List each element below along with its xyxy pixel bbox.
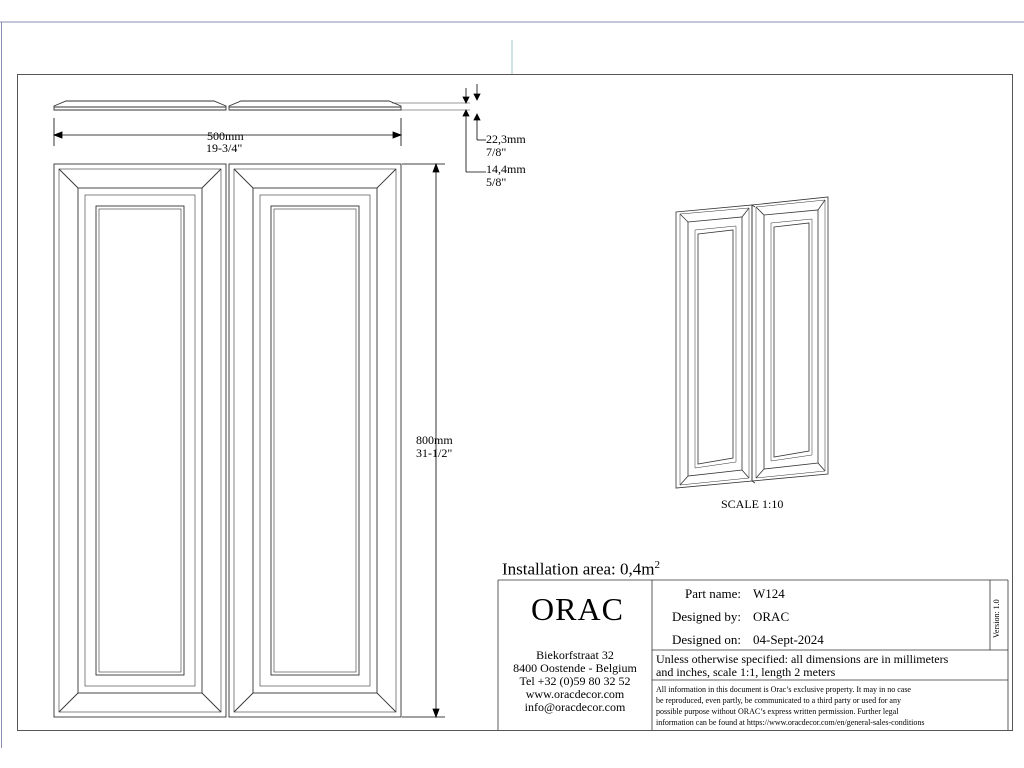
address-city: 8400 Oostende - Belgium (513, 661, 637, 675)
part-name-value: W124 (753, 586, 785, 601)
legal-line-4: information can be found at https://www.oracdecor.com/en/general-sales-conditions (656, 718, 925, 727)
designed-on-label: Designed on: (672, 632, 741, 647)
orac-logo-text: ORAC (531, 591, 624, 627)
front-view-right-panel (229, 164, 401, 717)
address-phone: Tel +32 (0)59 80 32 52 (519, 674, 631, 688)
legal-line-1: All information in this document is Orac’s exclusive property. It may in no case (656, 685, 911, 694)
base-mm-label: 14,4mm (486, 162, 526, 176)
company-address (498, 649, 652, 714)
thickness-mm-label: 22,3mm (486, 132, 526, 146)
designed-by-label: Designed by: (672, 609, 741, 624)
spec-line-1: Unless otherwise specified: all dimensions are in millimeters (656, 652, 949, 666)
address-website: www.oracdecor.com (525, 687, 625, 701)
front-view-left-panel (54, 164, 226, 717)
thickness-dimension (463, 84, 486, 172)
perspective-view (676, 197, 828, 488)
address-email: info@oracdecor.com (524, 700, 626, 714)
installation-area-text: Installation area: 0,4m (502, 559, 655, 579)
designed-by-value: ORAC (753, 609, 790, 624)
installation-area (502, 560, 660, 578)
spec-line-2: and inches, scale 1:1, length 2 meters (656, 665, 836, 679)
legal-notice (656, 684, 925, 728)
legal-line-2: be reproduced, even partly, be communicated to a third party or used for any (656, 696, 901, 705)
base-inch-label: 5/8" (486, 175, 507, 189)
height-mm-label: 800mm (416, 433, 453, 447)
width-mm-label: 500mm (207, 129, 244, 143)
height-inch-label: 31-1/2" (416, 446, 453, 460)
version-label: Version: 1.0 (992, 599, 1001, 638)
thickness-inch-label: 7/8" (486, 145, 507, 159)
scale-label: SCALE 1:10 (721, 497, 784, 511)
designed-on-value: 04-Sept-2024 (753, 632, 824, 647)
legal-line-3: possible purpose without ORAC’s express written permission. Further legal (656, 707, 899, 716)
profile-view (54, 101, 470, 110)
part-name-label: Part name: (685, 586, 741, 601)
installation-area-superscript: 2 (654, 559, 660, 571)
orac-logo (531, 593, 624, 625)
width-inch-label: 19-3/4" (206, 141, 243, 155)
address-street: Biekorfstraat 32 (536, 648, 614, 662)
